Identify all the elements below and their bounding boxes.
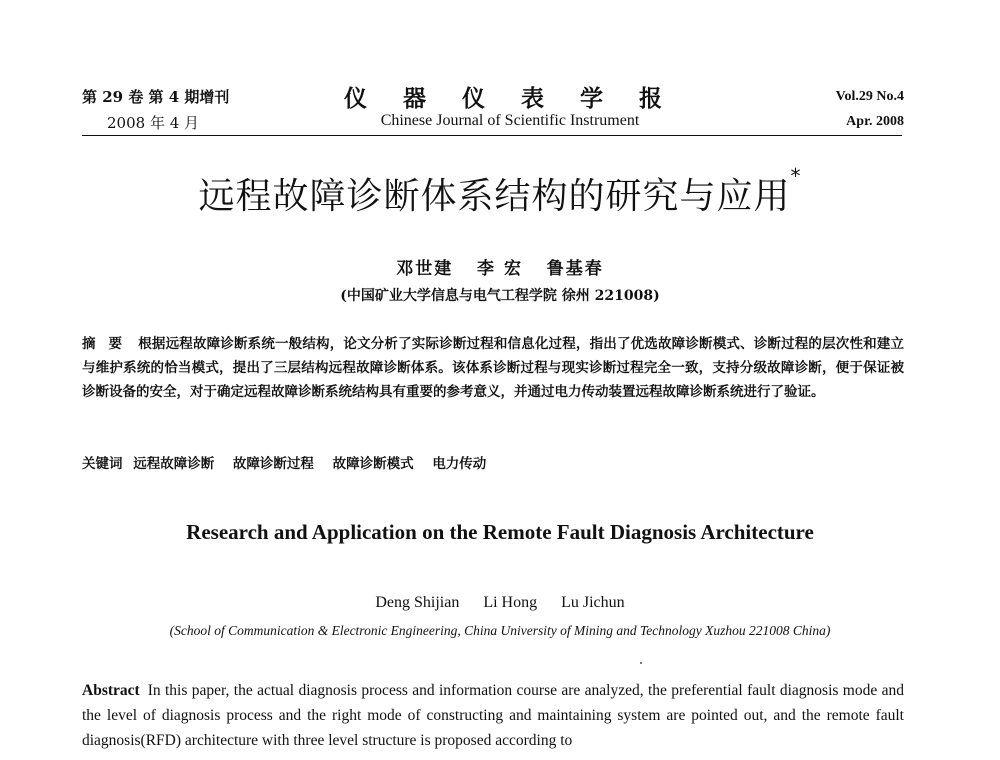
keywords-cn-label: 关键词: [82, 456, 123, 472]
abstract-en-label: Abstract: [82, 682, 140, 699]
abstract-cn-label: 摘 要: [82, 336, 127, 352]
keyword-cn: 故障诊断模式: [332, 456, 414, 472]
affiliation-cn: (中国矿业大学信息与电气工程学院 徐州 221008): [340, 288, 660, 304]
volume-issue-cn: 第 29 卷 第 4 期增刊: [82, 88, 230, 106]
keyword-cn: 电力传动: [432, 456, 487, 472]
keyword-cn: 故障诊断过程: [232, 456, 314, 472]
keyword-cn: 远程故障诊断: [133, 456, 215, 472]
header-rule: [82, 135, 902, 136]
title-footnote-mark: *: [790, 164, 802, 188]
keywords-cn: [82, 452, 904, 472]
paper-title-cn: [0, 164, 1000, 219]
abstract-en-text: In this paper, the actual diagnosis process and information course are analyzed, the preferential fault diagnosis mode and the level of diagnosis process and the right mode of constructing and maintaining system are pointed out, and the remote fault diagnosis(RFD) architecture with three level structure is proposed according to: [82, 682, 904, 749]
authors-en: [0, 594, 1000, 612]
volume-issue-en: Vol.29 No.4: [835, 89, 904, 104]
journal-header: [0, 0, 1000, 140]
issue-date-cn: 2008 年 4 月: [107, 114, 200, 132]
paper-title-en: Research and Application on the Remote Fault Diagnosis Architecture: [186, 520, 814, 544]
abstract-en: [82, 678, 904, 753]
abstract-cn-text: 根据远程故障诊断系统一般结构，论文分析了实际诊断过程和信息化过程，指出了优选故障诊断模式、诊断过程的层次性和建立与维护系统的恰当模式，提出了三层结构远程故障诊断体系。该体系诊断过程与现实诊断过程完全一致，支持分级故障诊断，便于保证被诊断设备的安全，对于确定远程故障诊断系统结构具有重要的参考意义，并通过电力传动装置远程故障诊断系统进行了验证。: [82, 336, 904, 400]
paper-title-cn-text: 远程故障诊断体系结构的研究与应用: [198, 176, 791, 217]
scan-speck: [640, 662, 642, 664]
issue-date-en: Apr. 2008: [846, 114, 904, 129]
affiliation-en: (School of Communication & Electronic Engineering, China University of Mining and Technology Xuzhou 221008 China): [169, 623, 831, 638]
author-en: Deng Shijian: [375, 594, 460, 611]
authors-cn: 邓世建 李 宏 鲁基春: [396, 259, 604, 279]
author-en: Lu Jichun: [561, 594, 625, 611]
journal-name-en: Chinese Journal of Scientific Instrument: [380, 112, 640, 129]
abstract-cn: [82, 332, 904, 404]
journal-name-cn: 仪 器 仪 表 学 报: [343, 85, 677, 112]
author-en: Li Hong: [483, 594, 538, 611]
